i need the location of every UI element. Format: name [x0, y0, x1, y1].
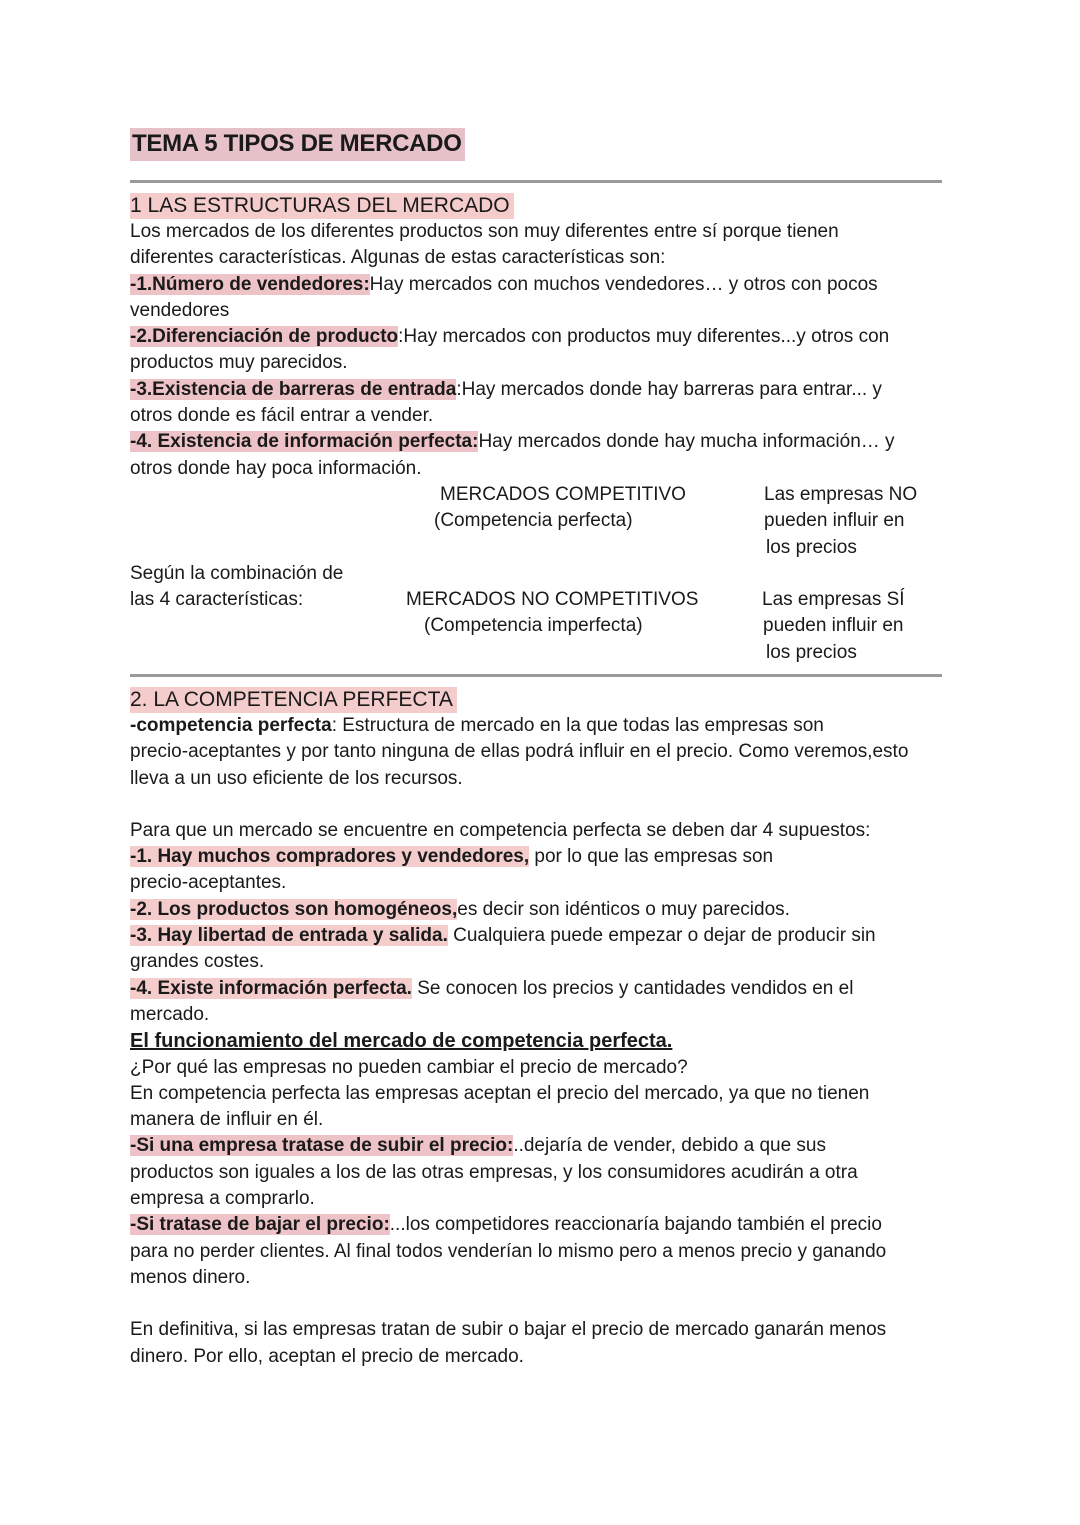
competitive-title: MERCADOS COMPETITIVO [440, 483, 686, 505]
characteristic-1-cont: vendedores [130, 299, 230, 321]
characteristic-2-label: -2.Diferenciación de producto [130, 326, 399, 348]
raise-price [130, 1133, 950, 1159]
non-competitive-title: MERCADOS NO COMPETITIVOS [406, 588, 699, 610]
characteristic-4-text: Hay mercados donde hay mucha información… y [478, 431, 895, 453]
lower-price [130, 1212, 950, 1238]
lower-price-cont-2: menos dinero. [130, 1266, 251, 1288]
question: ¿Por qué las empresas no pueden cambiar el precio de mercado? [130, 1056, 688, 1078]
non-competitive-note-1: Las empresas SÍ [762, 588, 905, 610]
assumption-4-cont: mercado. [130, 1003, 210, 1025]
competitive-note-1: Las empresas NO [764, 483, 918, 505]
spacer [130, 792, 950, 818]
characteristic-2-cont: productos muy parecidos. [130, 352, 348, 374]
characteristic-4-label: -4. Existencia de información perfecta: [130, 431, 479, 453]
lower-price-text: ...los competidores reaccionaría bajando también el precio [389, 1214, 882, 1236]
characteristic-3 [130, 377, 950, 403]
definition-cont-1: precio-aceptantes y por tanto ninguna de ellas podrá influir en el precio. Como veremos,esto [130, 741, 909, 763]
characteristic-2-text: :Hay mercados con productos muy diferentes...y otros con [398, 326, 890, 348]
combination-label-1: Según la combinación de [130, 562, 344, 584]
lower-price-label: -Si tratase de bajar el precio: [130, 1214, 390, 1236]
definition-text: : Estructura de mercado en la que todas las empresas son [331, 714, 824, 736]
combination-label-2: las 4 características: [130, 588, 304, 610]
raise-price-label: -Si una empresa tratase de subir el precio: [130, 1135, 514, 1157]
answer-line-1: En competencia perfecta las empresas aceptan el precio del mercado, ya que no tienen [130, 1082, 870, 1104]
conclusion-line-1: En definitiva, si las empresas tratan de subir o bajar el precio de mercado ganarán menos [130, 1319, 887, 1341]
section-1-heading: 1 LAS ESTRUCTURAS DEL MERCADO [130, 193, 514, 219]
competitive-note-2: pueden influir en [764, 509, 905, 531]
competitive-note-3: los precios [766, 536, 857, 558]
characteristic-1 [130, 272, 950, 298]
section-1 [130, 193, 950, 668]
assumption-1-label: -1. Hay muchos compradores y vendedores, [130, 846, 530, 868]
competitive-subtitle: (Competencia perfecta) [434, 509, 633, 531]
assumption-1-text: por lo que las empresas son [529, 846, 774, 868]
raise-price-text: ..dejaría de vender, debido a que sus [513, 1135, 826, 1157]
characteristic-3-text: :Hay mercados donde hay barreras para entrar... y [456, 378, 882, 400]
assumption-4-label: -4. Existe información perfecta. [130, 977, 412, 999]
non-competitive-subtitle: (Competencia imperfecta) [424, 614, 643, 636]
assumption-4 [130, 976, 950, 1002]
title-row [130, 128, 950, 164]
divider [130, 674, 942, 677]
spacer [130, 1291, 950, 1317]
definition-label: -competencia perfecta [130, 714, 332, 736]
definition [130, 713, 950, 739]
section-1-intro-line-2: diferentes características. Algunas de estas características son: [130, 247, 666, 269]
assumption-2-text: es decir son idénticos o muy parecidos. [457, 898, 790, 920]
document-title: TEMA 5 TIPOS DE MERCADO [130, 128, 465, 161]
assumption-2 [130, 897, 950, 923]
assumption-1 [130, 844, 950, 870]
assumption-3-label: -3. Hay libertad de entrada y salida. [130, 925, 448, 947]
characteristic-4-cont: otros donde hay poca información. [130, 457, 422, 479]
assumption-3-text: Cualquiera puede empezar o dejar de producir sin [447, 925, 876, 947]
conclusion-line-2: dinero. Por ello, aceptan el precio de mercado. [130, 1345, 524, 1367]
answer-line-2: manera de influir en él. [130, 1109, 324, 1131]
characteristic-1-text: Hay mercados con muchos vendedores… y otros con pocos [369, 273, 878, 295]
section-2-heading: 2. LA COMPETENCIA PERFECTA [130, 687, 457, 713]
assumption-3 [130, 923, 950, 949]
raise-price-cont-1: productos son iguales a los de las otras empresas, y los consumidores acudirán a otra [130, 1161, 858, 1183]
characteristic-3-label: -3.Existencia de barreras de entrada [130, 378, 457, 400]
functioning-heading: El funcionamiento del mercado de competencia perfecta. [130, 1030, 673, 1053]
assumption-2-label: -2. Los productos son homogéneos, [130, 898, 458, 920]
non-competitive-note-2: pueden influir en [763, 614, 904, 636]
characteristic-1-label: -1.Número de vendedores: [130, 273, 370, 295]
characteristic-2 [130, 324, 950, 350]
divider [130, 180, 942, 183]
assumption-1-cont: precio-aceptantes. [130, 872, 287, 894]
raise-price-cont-2: empresa a comprarlo. [130, 1188, 315, 1210]
section-1-intro-line-1: Los mercados de los diferentes productos son muy diferentes entre sí porque tienen [130, 221, 839, 242]
characteristic-4 [130, 429, 950, 455]
assumptions-intro: Para que un mercado se encuentre en competencia perfecta se deben dar 4 supuestos: [130, 819, 871, 841]
section-2 [130, 687, 950, 1370]
characteristic-3-cont: otros donde es fácil entrar a vender. [130, 405, 434, 427]
market-types-diagram [130, 482, 950, 668]
non-competitive-note-3: los precios [766, 641, 857, 663]
assumption-4-text: Se conocen los precios y cantidades vendidos en el [411, 977, 854, 999]
lower-price-cont-1: para no perder clientes. Al final todos venderían lo mismo pero a menos precio y ganando [130, 1240, 887, 1262]
assumption-3-cont: grandes costes. [130, 951, 265, 973]
document-page [130, 128, 950, 1370]
definition-cont-2: lleva a un uso eficiente de los recursos. [130, 767, 463, 789]
